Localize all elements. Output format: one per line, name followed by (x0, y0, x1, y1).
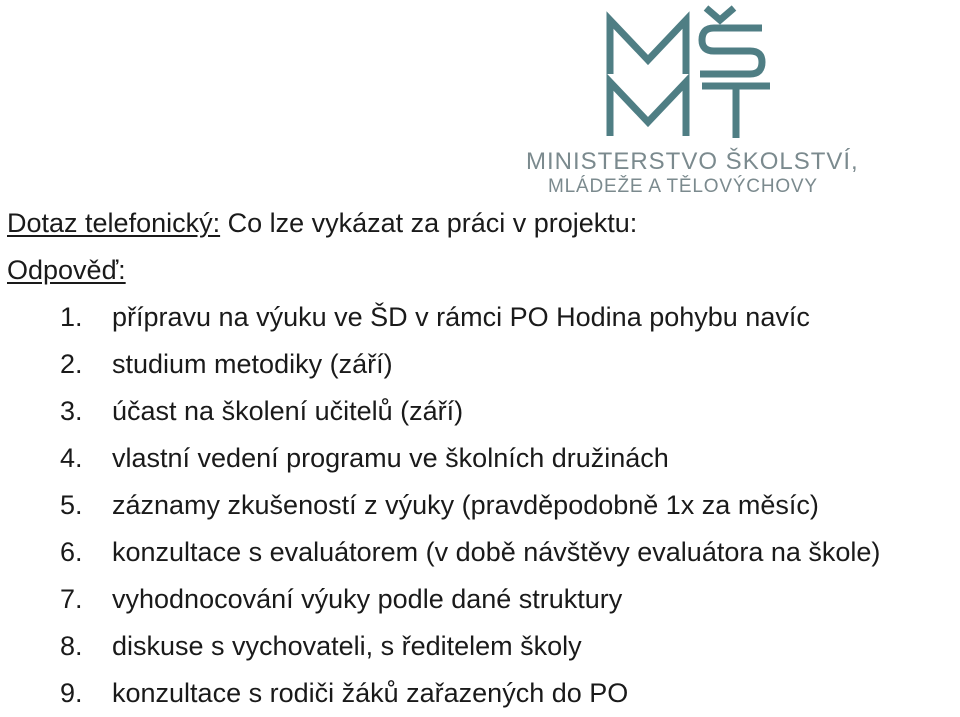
logo-text-line-2: MLÁDEŽE A TĚLOVÝCHOVY (548, 176, 818, 197)
list-item (7, 529, 957, 576)
list-item-number: 7. (60, 584, 83, 614)
list-item-text: záznamy zkušeností z výuky (pravděpodobně 1x za měsíc) (112, 490, 819, 520)
question-text: Co lze vykázat za práci v projektu: (220, 208, 638, 238)
logo-text-line-1: MINISTERSTVO ŠKOLSTVÍ, (526, 148, 859, 175)
list-item-text: účast na školení učitelů (září) (112, 396, 464, 426)
list-item-text: diskuse s vychovateli, s ředitelem školy (112, 631, 582, 661)
document-body (7, 200, 957, 717)
list-item-text: konzultace s evaluátorem (v době návštěvy evaluátora na škole) (112, 537, 881, 567)
list-item-text: vlastní vedení programu ve školních družinách (112, 443, 669, 473)
list-item (7, 294, 957, 341)
list-item (7, 623, 957, 670)
list-item-number: 5. (60, 490, 83, 520)
list-item-number: 1. (60, 302, 83, 332)
question-label: Dotaz telefonický: (7, 208, 221, 238)
answer-list (7, 294, 957, 717)
list-item-text: studium metodiky (září) (112, 349, 393, 379)
list-item (7, 482, 957, 529)
list-item-number: 4. (60, 443, 83, 473)
answer-label: Odpověď: (7, 255, 126, 285)
list-item (7, 435, 957, 482)
list-item-number: 6. (60, 537, 83, 567)
list-item (7, 670, 957, 717)
list-item-number: 2. (60, 349, 83, 379)
list-item (7, 388, 957, 435)
list-item-number: 3. (60, 396, 83, 426)
answer-line (7, 247, 957, 294)
list-item-text: konzultace s rodiči žáků zařazených do PO (112, 678, 629, 708)
msmt-logo (520, 4, 860, 200)
question-line (7, 200, 957, 247)
msmt-logo-mark-icon (602, 4, 778, 144)
list-item-text: vyhodnocování výuky podle dané struktury (112, 584, 623, 614)
list-item-text: přípravu na výuku ve ŠD v rámci PO Hodina pohybu navíc (112, 302, 810, 332)
list-item (7, 341, 957, 388)
list-item-number: 8. (60, 631, 83, 661)
list-item-number: 9. (60, 678, 83, 708)
list-item (7, 576, 957, 623)
